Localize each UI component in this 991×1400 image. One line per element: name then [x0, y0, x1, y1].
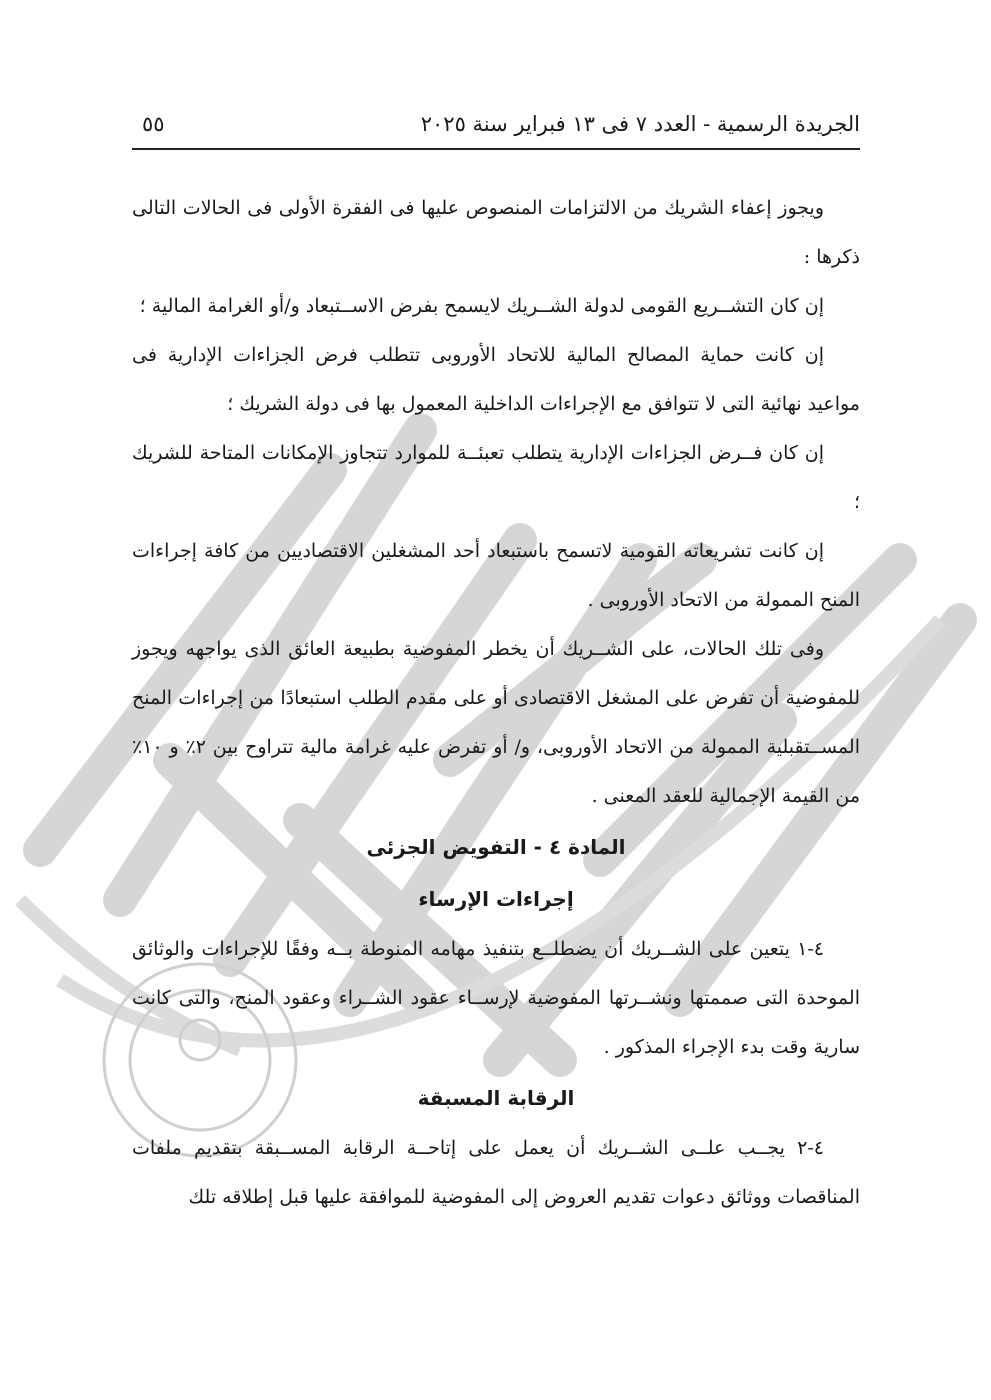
document-body — [132, 184, 860, 1222]
paragraph-exemption: ويجوز إعفاء الشريك من الالتزامات المنصوص عليها فى الفقرة الأولى فى الحالات التالى ذكرها : — [132, 197, 860, 268]
paragraph-4-2: ٤-٢ يجــب علــى الشــريك أن يعمل على إتاحــة الرقابة المســبقة بتقديم ملفات المناقصات ووثائق دعوات تقديم العروض إلى المفوضية للموافقة عليها قبل إطلاقه تلك — [132, 1137, 860, 1208]
paragraph-legislation: إن كانت تشريعاته القومية لاتسمح باستبعاد أحد المشغلين الاقتصاديين من كافة إجراءات المنح الممولة من الاتحاد الأوروبى . — [132, 540, 860, 611]
section-heading-prior-control: الرقابة المسبقة — [417, 1086, 575, 1110]
header-title: الجريدة الرسمية - العدد ٧ فى ١٣ فبراير سنة ٢٠٢٥ — [420, 112, 860, 136]
page-number: ٥٥ — [142, 112, 165, 136]
paragraph-penalties: وفى تلك الحالات، على الشــريك أن يخطر المفوضية بطبيعة العائق الذى يواجهه ويجوز للمفوضية أن تفرض على المشغل الاقتصادى أو على مقدم الطلب استبعادًا من إجراءات المنح المســتقبلية الممولة من الاتحاد الأوروبى، و/ أو تفرض عليه غرامة مالية تتراوح بين ٢٪ و ١٠٪ من القيمة الإجمالية للعقد المعنى . — [132, 638, 860, 807]
section-heading-procedures: إجراءات الإرساء — [418, 887, 574, 911]
article-heading: المادة ٤ - التفويض الجزئى — [366, 835, 626, 859]
document-page — [132, 0, 860, 1400]
paragraph-national-law: إن كان التشــريع القومى لدولة الشــريك لايسمح بفرض الاســتبعاد و/أو الغرامة المالية ؛ — [139, 295, 824, 317]
page-header — [132, 112, 860, 150]
paragraph-resources: إن كان فــرض الجزاءات الإدارية يتطلب تعبئــة للموارد تتجاوز الإمكانات المتاحة للشريك ؛ — [132, 442, 860, 513]
paragraph-4-1: ٤-١ يتعين على الشــريك أن يضطلــع بتنفيذ مهامه المنوطة بــه وفقًا للإجراءات والوثائق الموحدة التى صممتها ونشــرتها المفوضية لإرســاء عقود الشــراء وعقود المنح، والتى كانت سارية وقت بدء الإجراء المذكور . — [132, 938, 860, 1058]
paragraph-financial-interests: إن كانت حماية المصالح المالية للاتحاد الأوروبى تتطلب فرض الجزاءات الإدارية فى مواعيد نهائية التى لا تتوافق مع الإجراءات الداخلية المعمول بها فى دولة الشريك ؛ — [132, 344, 860, 415]
